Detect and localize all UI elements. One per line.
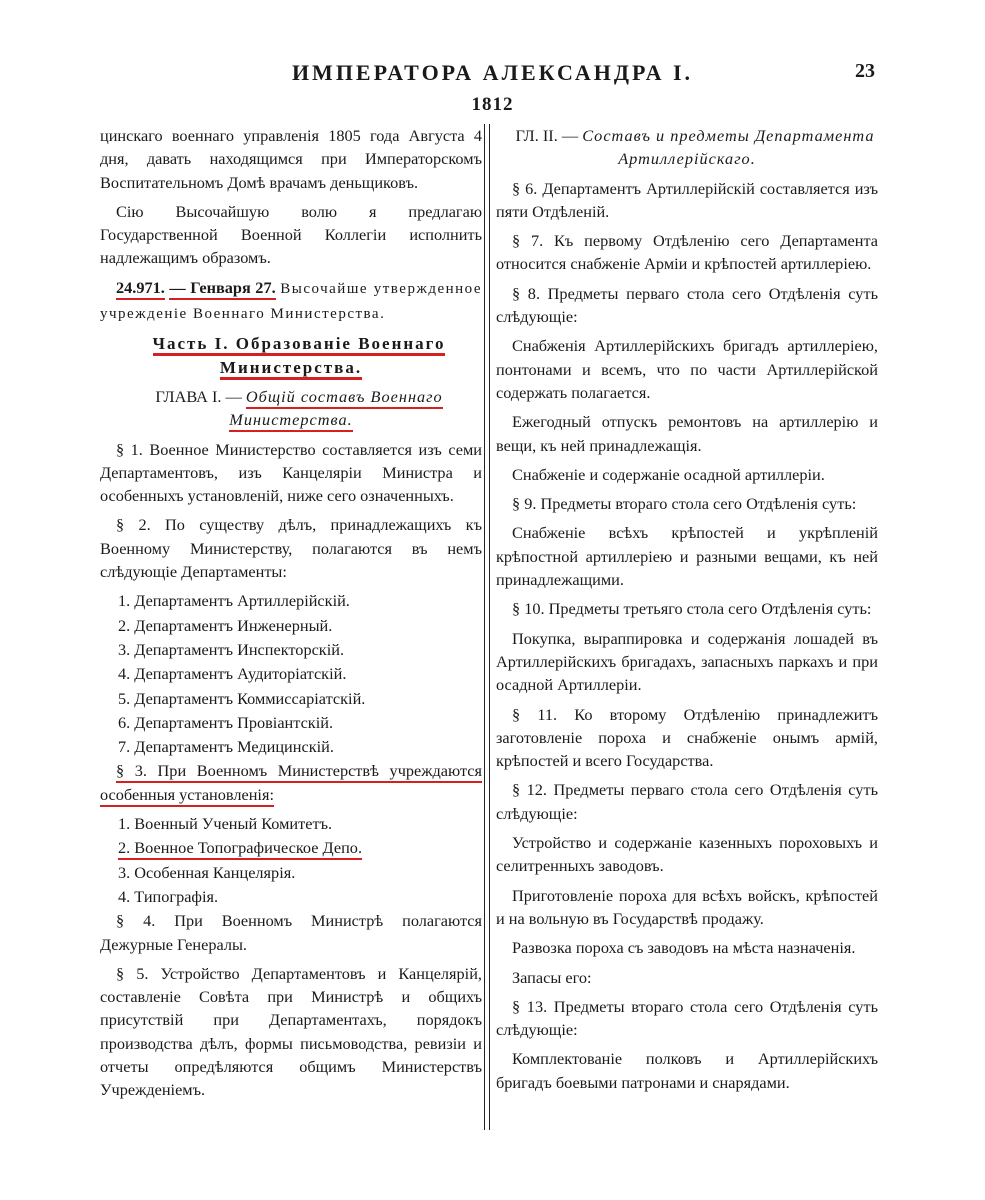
part-heading-line-1: Часть I. Образованіе Военнаго [153,334,446,356]
section-9: § 9. Предметы втораго стола сего Отдѣленія суть: [512,494,857,514]
section-12-item: Развозка пороха съ заводовъ на мѣста назначенія. [512,938,856,958]
section-10-item: Покупка, выраппировка и содержанія лошадей въ Артиллерійскихъ бригадахъ, запасныхъ паркахъ и при осадной Артиллеріи. [496,628,878,695]
left-paragraph-1: цинскаго военнаго управленія 1805 года Августа 4 дня, давать находящимся при Императорскомъ Воспитательномъ Домѣ врачамъ деньщиковъ. [100,126,482,192]
year-heading: 1812 [471,94,514,115]
chapter-heading [100,385,482,432]
department-item: 6. Департаментъ Провіантскій. [118,712,334,732]
chapter-prefix: ГЛАВА I. — [155,386,242,406]
section-12-item: Запасы его: [512,967,592,987]
section-5: § 5. Устройство Департаментовъ и Канцелярій, составленіе Совѣта при Министрѣ и общихъ присутствій при Департаментахъ, порядокъ производства дѣлъ, формы письмоводства, ревизіи и отчеты опредѣляются общимъ Министерствъ Учрежденіемъ. [100,963,482,1100]
institution-item [100,836,482,859]
page-header-title: ИМПЕРАТОРА АЛЕКСАНДРА I. [291,60,694,85]
decree-entry [100,276,482,327]
section-10: § 10. Предметы третьяго стола сего Отдѣленія суть: [512,599,872,619]
institution-item-underlined: 2. Военное Топографическое Депо. [118,838,362,860]
section-8-item: Снабженія Артиллерійскихъ бригадъ артиллеріею, понтонами и всемъ, что по части Артиллерійской содержать полагается. [496,336,878,402]
chapter-2-prefix: ГЛ. II. — [515,126,579,145]
chapter-2-heading [496,124,878,171]
section-8-item: Снабженіе и содержаніе осадной артиллеріи. [512,464,825,484]
institution-item: 4. Типографія. [118,886,219,906]
left-paragraph-2: Сію Высочайшую волю я предлагаю Государственной Военной Коллегіи исполнить надлежащимъ образомъ. [100,201,482,268]
right-column [496,124,878,1100]
department-item: 4. Департаментъ Аудиторіатскій. [118,664,347,684]
section-13-item: Комплектованіе полковъ и Артиллерійскихъ бригадъ боевыми патронами и снарядами. [496,1049,878,1092]
section-7: § 7. Къ первому Отдѣленію сего Департамента относится снабженіе Арміи и крѣпостей артиллеріею. [496,231,878,274]
chapter-2-title: Составъ и предметы Департамента Артиллерійскаго. [582,126,875,169]
part-heading-line-2: Министерства. [220,358,362,380]
section-1: § 1. Военное Министерство составляется изъ семи Департаментовъ, изъ Канцеляріи Министра и особенныхъ установленій, ниже сего означенныхъ. [100,439,482,506]
left-column [100,124,482,1108]
section-13: § 13. Предметы втораго стола сего Отдѣленія суть слѣдующіе: [496,996,878,1040]
page-number: 23 [855,60,875,82]
department-item: 5. Департаментъ Коммиссаріатскій. [118,688,366,708]
department-item: 3. Департаментъ Инспекторскій. [118,639,345,659]
section-12-item: Приготовленіе пороха для всѣхъ войскъ, крѣпостей и на вольную въ Государствѣ продажу. [496,885,878,928]
part-heading [100,332,482,379]
section-3 [100,759,482,806]
decree-number: 24.971. [116,278,165,300]
chapter-title-line-1: Общій составъ Военнаго [246,387,443,409]
department-item: 1. Департаментъ Артиллерійскій. [118,591,350,611]
institution-item: 3. Особенная Канцелярія. [118,862,296,882]
section-12: § 12. Предметы перваго стола сего Отдѣленія суть слѣдующіе: [496,780,878,823]
chapter-title-line-2: Министерства. [229,410,352,432]
department-item: 7. Департаментъ Медицинскій. [118,737,334,757]
section-8: § 8. Предметы перваго стола сего Отдѣленія суть слѣдующіе: [496,283,878,327]
section-6: § 6. Департаментъ Артиллерійскій составляется изъ пяти Отдѣленій. [496,178,878,221]
section-9-item: Снабженіе всѣхъ крѣпостей и укрѣпленій крѣпостной артиллеріею и разными вещами, къ ней принадлежащими. [496,523,878,590]
section-3-text: § 3. При Военномъ Министерствѣ учреждаются особенныя установленія: [100,761,482,806]
institution-item: 1. Военный Ученый Комитетъ. [118,814,333,834]
decree-date: — Генваря 27. [169,278,275,300]
department-item: 2. Департаментъ Инженерный. [118,615,333,635]
column-divider [484,124,490,1130]
section-12-item: Устройство и содержаніе казенныхъ пороховыхъ и селитренныхъ заводовъ. [496,833,878,876]
section-4: § 4. При Военномъ Министрѣ полагаются Дежурные Генералы. [100,911,482,954]
section-11: § 11. Ко второму Отдѣленію принадлежитъ заготовленіе пороха и снабженіе онымъ армій, крѣпостей и всего Государства. [496,704,878,771]
decree-text: Высочайше утвержденное учрежденіе Военнаго Министерства. [100,280,483,323]
section-2: § 2. По существу дѣлъ, принадлежащихъ къ Военному Министерству, полагаются въ немъ слѣдующіе Департаменты: [100,515,482,582]
section-8-item: Ежегодный отпускъ ремонтовъ на артиллерію и вещи, къ ней принадлежащія. [496,412,878,455]
